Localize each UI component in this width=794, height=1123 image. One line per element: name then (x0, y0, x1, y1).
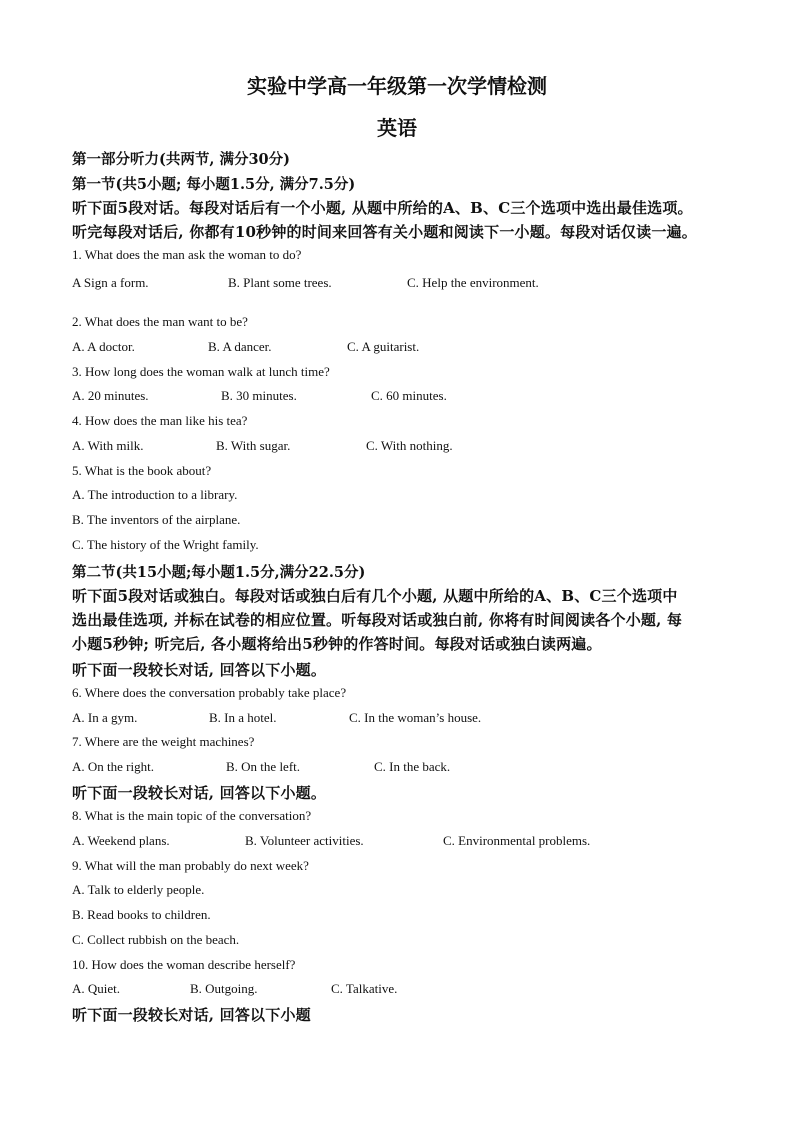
question-10-option-c: C. Talkative. (331, 981, 398, 996)
question-3-option-a: A. 20 minutes. (72, 388, 149, 403)
question-1-option-b: B. Plant some trees. (228, 275, 332, 290)
exam-title: 实验中学高一年级第一次学情检测 (247, 74, 547, 98)
question-1-option-c: C. Help the environment. (407, 275, 539, 290)
question-10-option-a: A. Quiet. (72, 981, 121, 996)
question-9-stem: 9. What will the man probably do next week? (72, 858, 309, 873)
question-3-stem: 3. How long does the woman walk at lunch time? (72, 364, 330, 379)
question-1-option-a: A Sign a form. (72, 275, 149, 290)
question-4-option-b: B. With sugar. (216, 438, 291, 453)
question-9-option-c: C. Collect rubbish on the beach. (72, 932, 240, 947)
question-5-option-c: C. The history of the Wright family. (72, 537, 259, 552)
listen-long-instruction-3: 听下面一段较长对话, 回答以下小题 (72, 1006, 311, 1024)
part1-header: 第一部分听力(共两节, 满分30分) (72, 151, 290, 168)
question-2-stem: 2. What does the man want to be? (72, 314, 248, 329)
question-3-option-c: C. 60 minutes. (371, 388, 447, 403)
question-4-option-c: C. With nothing. (366, 438, 453, 453)
question-6-stem: 6. Where does the conversation probably take place? (72, 685, 347, 700)
question-7-option-c: C. In the back. (374, 759, 451, 774)
section2-instruction-2: 选出最佳选项, 并标在试卷的相应位置。听每段对话或独白前, 你将有时间阅读各个小题, 每 (72, 611, 683, 629)
listen-long-instruction-1: 听下面一段较长对话, 回答以下小题。 (72, 661, 327, 679)
question-7-stem: 7. Where are the weight machines? (72, 734, 255, 749)
question-4-option-a: A. With milk. (72, 438, 144, 453)
section2-instruction-1: 听下面5段对话或独白。每段对话或独白后有几个小题, 从题中所给的A、B、C三个选项中 (72, 587, 678, 605)
question-8-option-b: B. Volunteer activities. (245, 833, 364, 848)
question-7-option-a: A. On the right. (72, 759, 154, 774)
question-6-option-a: A. In a gym. (72, 710, 138, 725)
question-7-option-b: B. On the left. (226, 759, 301, 774)
question-9-option-b: B. Read books to children. (72, 907, 211, 922)
question-5-option-a: A. The introduction to a library. (72, 487, 238, 502)
question-2-option-c: C. A guitarist. (347, 339, 420, 354)
section1-instruction-1: 听下面5段对话。每段对话后有一个小题, 从题中所给的A、B、C三个选项中选出最佳选项。 (72, 199, 693, 217)
question-8-option-c: C. Environmental problems. (443, 833, 591, 848)
question-6-option-c: C. In the woman’s house. (349, 710, 482, 725)
section1-instruction-2: 听完每段对话后, 你都有10秒钟的时间来回答有关小题和阅读下一小题。每段对话仅读一遍。 (72, 223, 697, 241)
question-8-stem: 8. What is the main topic of the conversation? (72, 808, 312, 823)
section2-header: 第二节(共15小题;每小题1.5分,满分22.5分) (72, 564, 366, 581)
question-2-option-a: A. A doctor. (72, 339, 135, 354)
section1-header: 第一节(共5小题; 每小题1.5分, 满分7.5分) (72, 176, 356, 193)
question-9-option-a: A. Talk to elderly people. (72, 882, 205, 897)
question-1-stem: 1. What does the man ask the woman to do? (72, 247, 302, 262)
question-5-stem: 5. What is the book about? (72, 463, 212, 478)
question-10-option-b: B. Outgoing. (190, 981, 258, 996)
question-3-option-b: B. 30 minutes. (221, 388, 297, 403)
question-4-stem: 4. How does the man like his tea? (72, 413, 248, 428)
subject-title: 英语 (377, 116, 417, 140)
question-6-option-b: B. In a hotel. (209, 710, 277, 725)
section2-instruction-3: 小题5秒钟; 听完后, 各小题将给出5秒钟的作答时间。每段对话或独白读两遍。 (72, 635, 602, 653)
question-8-option-a: A. Weekend plans. (72, 833, 170, 848)
listen-long-instruction-2: 听下面一段较长对话, 回答以下小题。 (72, 784, 327, 802)
question-2-option-b: B. A dancer. (208, 339, 272, 354)
question-10-stem: 10. How does the woman describe herself? (72, 957, 296, 972)
question-5-option-b: B. The inventors of the airplane. (72, 512, 241, 527)
